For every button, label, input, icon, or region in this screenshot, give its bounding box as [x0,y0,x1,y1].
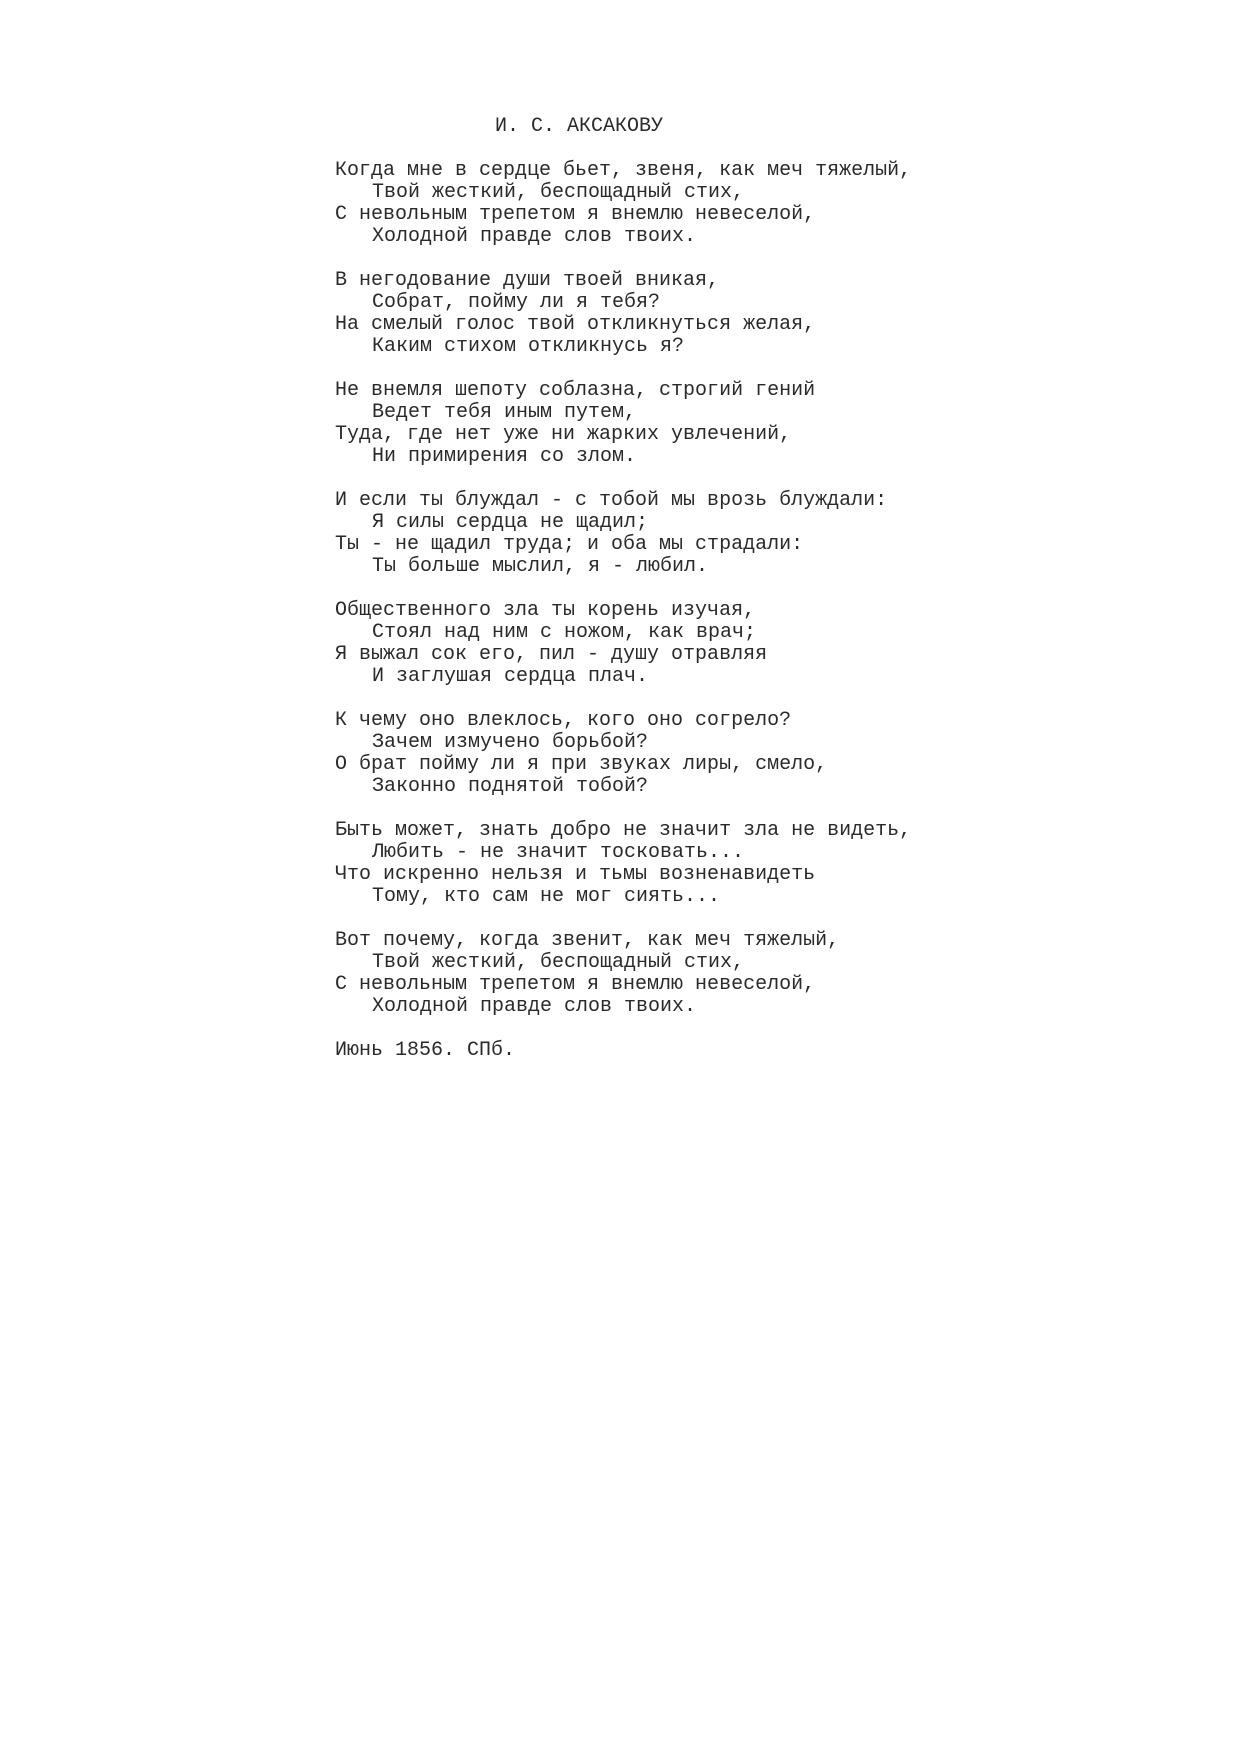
poem-line: Каким стихом откликнусь я? [372,335,685,358]
poem-line: Ведет тебя иным путем, [372,401,637,424]
poem-line: Когда мне в сердце бьет, звеня, как меч тяжелый, [335,159,912,182]
poem-line: Тому, кто сам не мог сиять... [372,885,721,908]
poem-body [335,160,911,1062]
poem-line: К чему оно влеклось, кого оно согрело? [335,709,792,732]
poem-line: В негодование души твоей вникая, [335,269,720,292]
poem-line: Ни примирения со злом. [372,445,637,468]
poem-line: Быть может, знать добро не значит зла не видеть, [335,819,912,842]
stanza-4 [335,490,911,578]
poem-line: Зачем измучено борьбой? [372,731,649,754]
poem-line: Что искренно нельзя и тьмы возненавидеть [335,863,816,886]
poem-line: Собрат, пойму ли я тебя? [372,291,661,314]
poem-line: Ты больше мыслил, я - любил. [372,555,709,578]
poem-line: Туда, где нет уже ни жарких увлечений, [335,423,792,446]
poem-dateline: Июнь 1856. СПб. [335,1039,516,1062]
stanza-7 [335,820,911,908]
poem-line: Я выжал сок его, пил - душу отравляя [335,643,768,666]
poem-line: И заглушая сердца плач. [372,665,649,688]
stanza-5 [335,600,911,688]
poem-line: Твой жесткий, беспощадный стих, [372,951,745,974]
poem-line: Ты - не щадил труда; и оба мы страдали: [335,533,804,556]
poem-line: Я силы сердца не щадил; [372,511,649,534]
stanza-8 [335,930,911,1018]
poem-line: Общественного зла ты корень изучая, [335,599,756,622]
poem-line: И если ты блуждал - с тобой мы врозь блуждали: [335,489,888,512]
poem-line: О брат пойму ли я при звуках лиры, смело, [335,753,828,776]
poem-line: Не внемля шепоту соблазна, строгий гений [335,379,816,402]
stanza-6 [335,710,911,798]
poem-line: На смелый голос твой откликнуться желая, [335,313,816,336]
stanza-2 [335,270,911,358]
poem-line: Холодной правде слов твоих. [372,225,697,248]
poem-line: С невольным трепетом я внемлю невеселой, [335,973,816,996]
poem-line: Стоял над ним с ножом, как врач; [372,621,757,644]
poem-line: Твой жесткий, беспощадный стих, [372,181,745,204]
poem-line: Любить - не значит тосковать... [372,841,745,864]
poem-line: С невольным трепетом я внемлю невеселой, [335,203,816,226]
stanza-1 [335,160,911,248]
poem-line: Законно поднятой тобой? [372,775,649,798]
poem-line: Холодной правде слов твоих. [372,995,697,1018]
poem-title: И. С. АКСАКОВУ [495,115,664,138]
poem-line: Вот почему, когда звенит, как меч тяжелый, [335,929,840,952]
stanza-3 [335,380,911,468]
